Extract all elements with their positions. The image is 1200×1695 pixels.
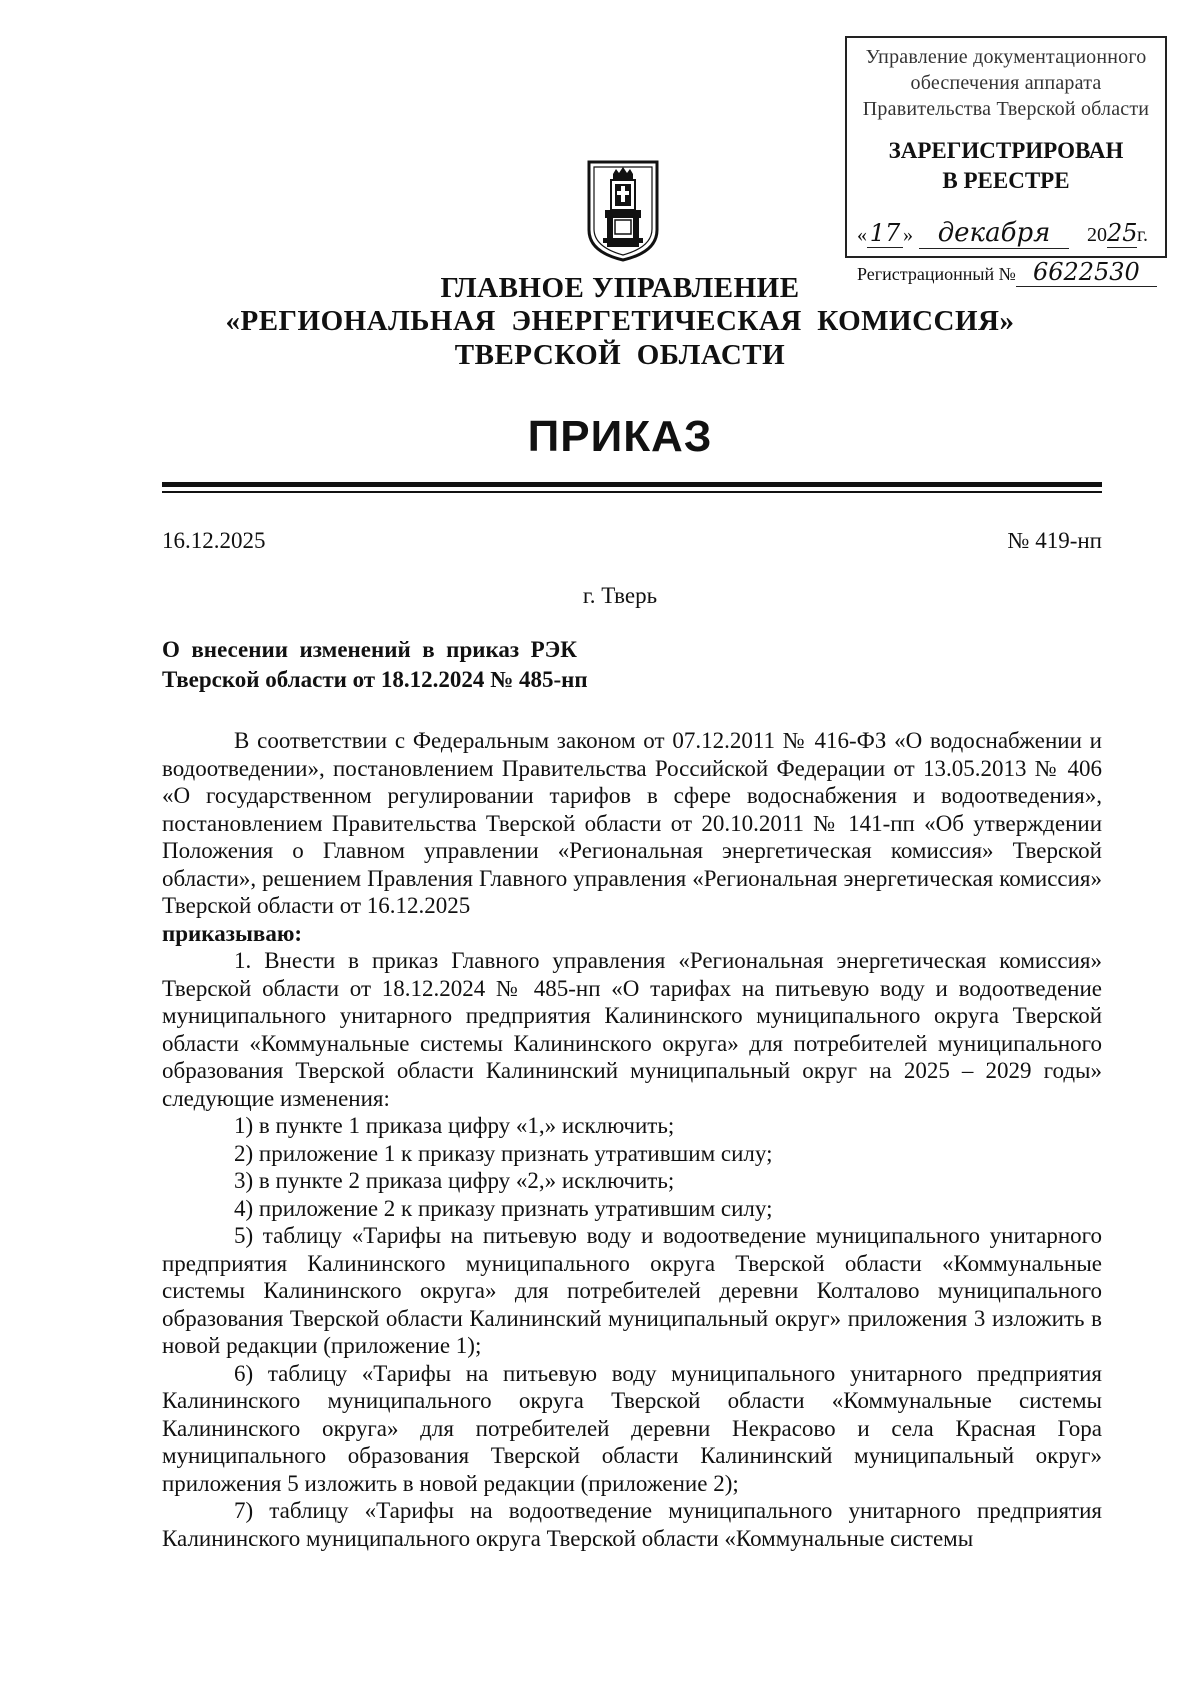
stamp-year-unit: г. xyxy=(1137,224,1148,246)
subitem-4: 4) приложение 2 к приказу признать утратившим силу; xyxy=(234,1195,773,1221)
header-divider-thick xyxy=(162,482,1102,487)
subitem-7: 7) таблицу «Тарифы на водоотведение муниципального унитарного предприятия Калининского муниципального округа Тверской области «Коммунальные системы xyxy=(162,1498,1102,1551)
preamble-paragraph: В соответствии с Федеральным законом от 07.12.2011 № 416-ФЗ «О водоснабжении и водоотведении», постановлением Правительства Российской Федерации от 13.05.2013 № 406 «О государственном регулировании тарифов в сфере водоснабжения и водоотведения», постановлением Правительства Тверской области от 20.10.2011 № 141-пп «Об утверждении Положения о Главном управлении «Региональная энергетическая комиссия» Тверской области», решением Правления Главного управления «Региональная энергетическая комиссия» Тверской области от 16.12.2025 xyxy=(162,728,1102,918)
stamp-quote-open: « xyxy=(857,224,867,246)
document-number: № 419-нп xyxy=(1007,528,1102,553)
document-city: г. Тверь xyxy=(582,583,658,608)
stamp-reg-label: Регистрационный № xyxy=(857,264,1016,284)
org-title-line-2: «РЕГИОНАЛЬНАЯ ЭНЕРГЕТИЧЕСКАЯ КОМИССИЯ» xyxy=(225,305,1015,337)
stamp-month: декабря xyxy=(919,218,1069,249)
registration-stamp xyxy=(845,36,1167,286)
document-body xyxy=(162,727,1102,1552)
subitem-3: 3) в пункте 2 приказа цифру «2,» исключить; xyxy=(234,1168,675,1193)
order-word: приказываю: xyxy=(162,920,303,946)
subitem-2: 2) приложение 1 к приказу признать утратившим силу; xyxy=(234,1140,773,1166)
document-type-title: ПРИКАЗ xyxy=(527,412,713,461)
stamp-registered-1: ЗАРЕГИСТРИРОВАН xyxy=(888,138,1124,163)
subject-line-1: О внесении изменений в приказ РЭК xyxy=(162,637,577,662)
stamp-year-prefix: 20 xyxy=(1087,224,1107,246)
document-subject xyxy=(162,635,682,695)
subitem-6: 6) таблицу «Тарифы на питьевую воду муниципального унитарного предприятия Калининского муниципального округа Тверской области «Коммунальные системы Калининского округа» для потребителей деревни Некрасово и села Красная Гора муниципального образования Тверской области Калининский муниципальный округ» приложения 5 изложить в новой редакции (приложение 2); xyxy=(162,1360,1102,1496)
stamp-year-suffix: 25 xyxy=(1107,219,1138,247)
stamp-line-3: Правительства Тверской области xyxy=(862,98,1150,120)
item-1-paragraph: 1. Внести в приказ Главного управления «Региональная энергетическая комиссия» Тверской области от 18.12.2024 № 485-нп «О тарифах на питьевую воду и водоотведение муниципального унитарного предприятия Калининского муниципального округа Тверской области «Коммунальные системы Калининского округа» для потребителей муниципального образования Тверской области Калининский муниципальный округ на 2025 – 2029 годы» следующие изменения: xyxy=(162,948,1102,1111)
stamp-quote-close: » xyxy=(903,224,913,246)
coat-of-arms-icon xyxy=(585,160,661,262)
stamp-reg-number: 6622530 xyxy=(1016,258,1157,287)
stamp-registered-2: В РЕЕСТРЕ xyxy=(942,168,1070,193)
document-date: 16.12.2025 xyxy=(162,528,266,553)
org-title-line-1: ГЛАВНОЕ УПРАВЛЕНИЕ xyxy=(440,272,800,304)
subitem-1: 1) в пункте 1 приказа цифру «1,» исключить; xyxy=(234,1113,675,1138)
subject-line-2: Тверской области от 18.12.2024 № 485-нп xyxy=(162,667,588,692)
stamp-line-2: обеспечения аппарата xyxy=(910,72,1102,94)
subitem-5: 5) таблицу «Тарифы на питьевую воду и водоотведение муниципального унитарного предприятия Калининского муниципального округа Тверской области «Коммунальные системы Калининского округа» для потребителей деревни Колталово муниципального образования Тверской области Калининский муниципальный округ» приложения 3 изложить в новой редакции (приложение 1); xyxy=(162,1223,1102,1358)
org-title-line-3: ТВЕРСКОЙ ОБЛАСТИ xyxy=(454,339,786,371)
stamp-line-1: Управление документационного xyxy=(865,46,1147,68)
header-divider-thin xyxy=(162,491,1102,493)
stamp-date-row xyxy=(857,218,1157,249)
stamp-day: 17 xyxy=(867,219,903,248)
